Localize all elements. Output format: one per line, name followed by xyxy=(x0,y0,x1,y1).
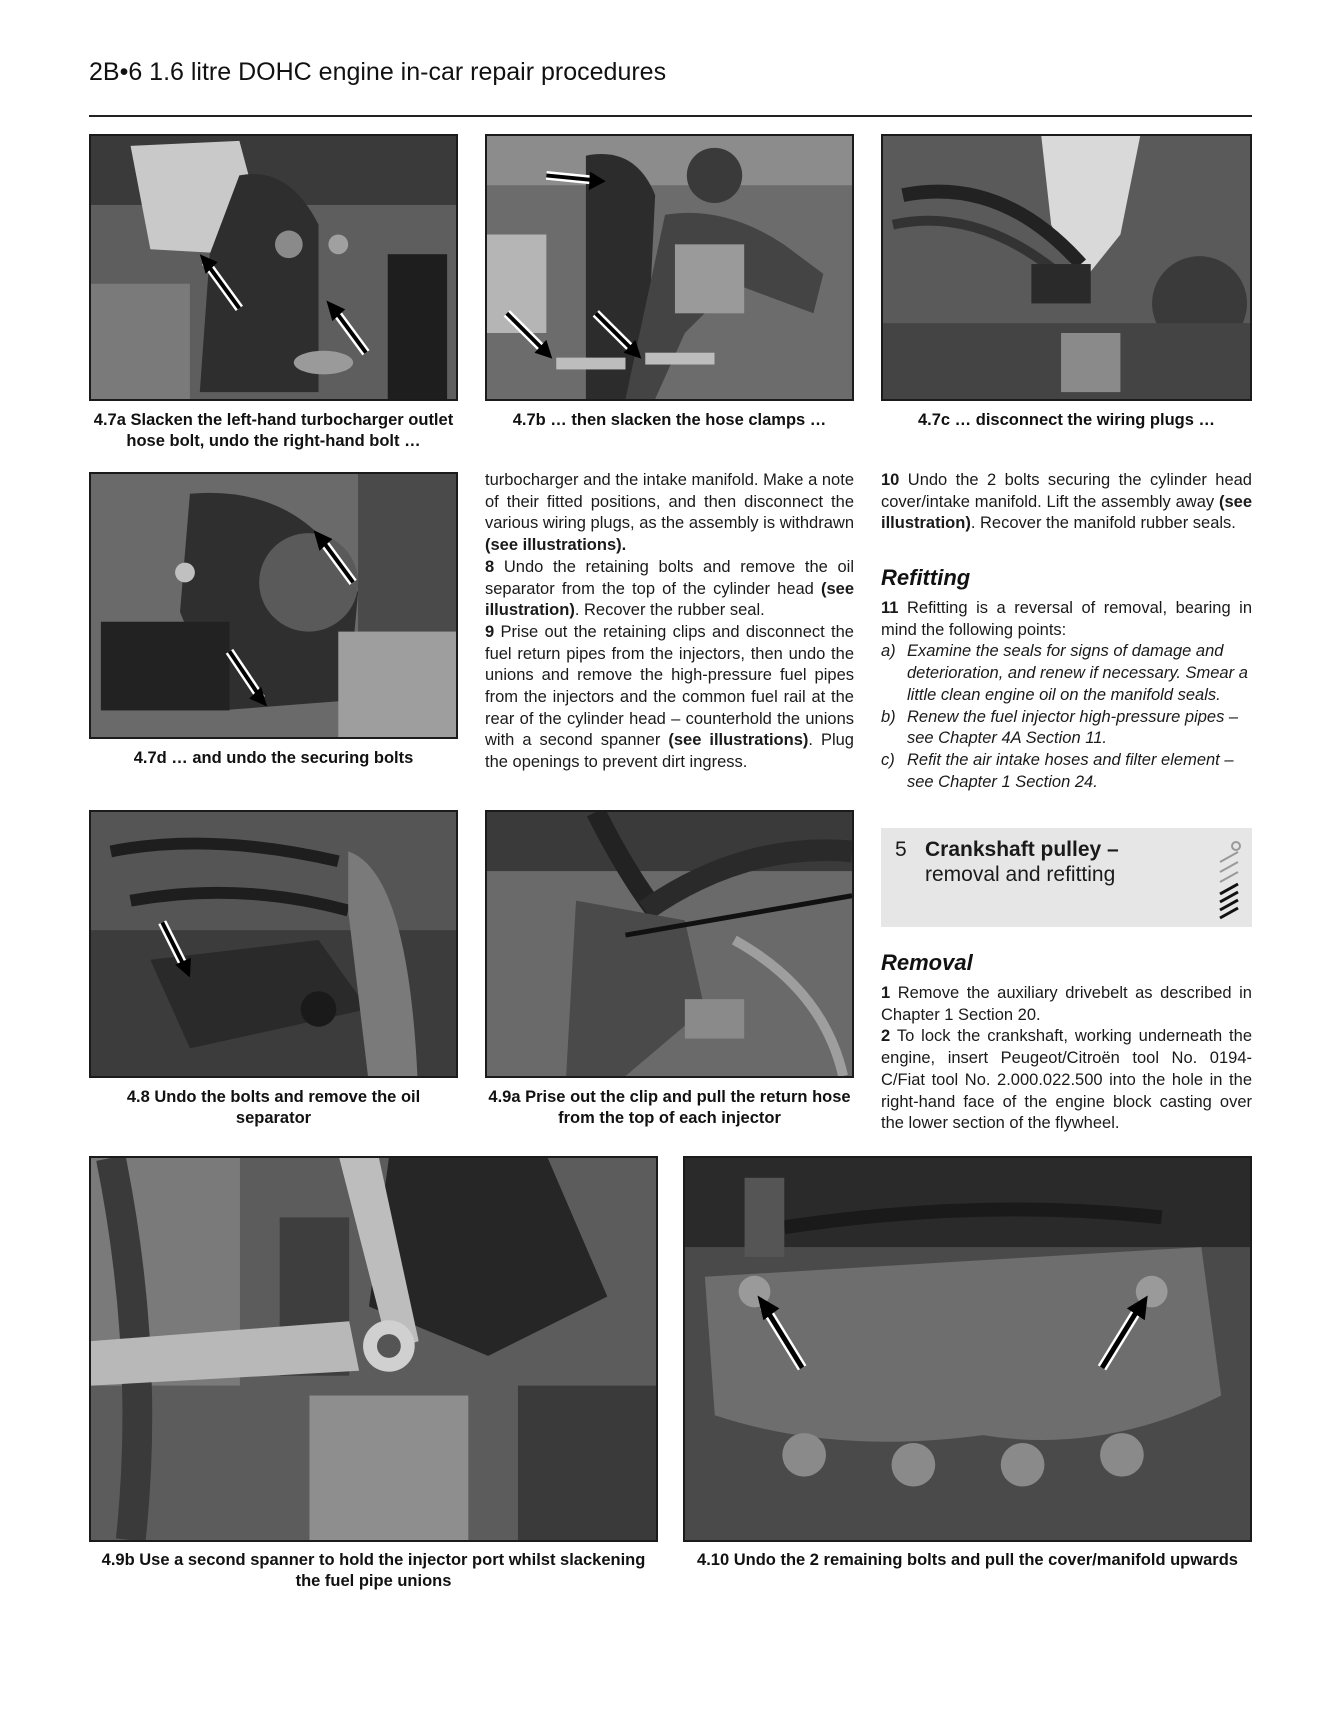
page-header: 2B•6 1.6 litre DOHC engine in-car repair procedures xyxy=(89,58,667,86)
section-number: 5 xyxy=(895,838,907,861)
right-text-column-upper xyxy=(881,470,1252,535)
list-item: a) Examine the seals for signs of damage and deterioration, and renew if necessary. Smear a little clean engine oil on the manifold seals. xyxy=(881,642,1248,704)
paragraph-2: 2 To lock the crankshaft, working underneath the engine, insert Peugeot/Citroën tool No. 0194-C/Fiat tool No. 2.000.022.500 into the hole in the right-hand face of the engine block casting over the lower section of the flywheel. xyxy=(881,1027,1252,1133)
refitting-heading: Refitting xyxy=(881,565,971,590)
difficulty-spanners-icon xyxy=(1216,836,1242,920)
caption-4-7c: 4.7c … disconnect the wiring plugs … xyxy=(917,411,1216,429)
middle-text-column xyxy=(485,470,854,774)
refitting-text xyxy=(881,598,1252,793)
photo-4-8 xyxy=(89,810,458,1078)
section-subtitle: removal and refitting xyxy=(925,863,1116,886)
caption-4-9a: 4.9a Prise out the clip and pull the return hose from the top of each injector xyxy=(488,1088,851,1127)
paragraph-8: 8 Undo the retaining bolts and remove the oil separator from the top of the cylinder head (see illustration). Recover the rubber seal. xyxy=(485,557,854,620)
section-header-box xyxy=(881,828,1252,927)
list-item: b) Renew the fuel injector high-pressure pipes – see Chapter 4A Section 11. xyxy=(881,707,1239,748)
paragraph-9: 9 Prise out the retaining clips and disconnect the fuel return pipes from the injectors, then undo the unions and remove the high-pressure fuel pipes from the injectors and the common fuel rail at the rear of the cylinder head – counterhold the unions with a second spanner (see illustrations). Plug the openings to prevent dirt ingress. xyxy=(485,622,854,772)
paragraph-11: 11 Refitting is a reversal of removal, bearing in mind the following points: xyxy=(881,599,1252,639)
caption-4-7d: 4.7d … and undo the securing bolts xyxy=(133,749,414,767)
photo-4-10 xyxy=(683,1156,1252,1542)
caption-4-7b: 4.7b … then slacken the hose clamps … xyxy=(512,411,827,429)
photo-4-9a xyxy=(485,810,854,1078)
photo-4-7a xyxy=(89,134,458,401)
caption-4-10: 4.10 Undo the 2 remaining bolts and pull the cover/manifold upwards xyxy=(697,1551,1238,1569)
photo-4-9b xyxy=(89,1156,658,1542)
paragraph-1: 1 Remove the auxiliary drivebelt as described in Chapter 1 Section 20. xyxy=(881,984,1252,1024)
section-title: Crankshaft pulley – xyxy=(925,838,1119,861)
paragraph-10: 10 Undo the 2 bolts securing the cylinder head cover/intake manifold. Lift the assembly away (see illustration). Recover the manifold rubber seals. xyxy=(881,471,1252,533)
photo-4-7c xyxy=(881,134,1252,401)
caption-4-8: 4.8 Undo the bolts and remove the oil separator xyxy=(126,1088,421,1127)
paragraph-continued: turbocharger and the intake manifold. Make a note of their fitted positions, and then disconnect the various wiring plugs, as the assembly is withdrawn (see illustrations). xyxy=(485,471,854,555)
list-item: c) Refit the air intake hoses and filter element – see Chapter 1 Section 24. xyxy=(881,750,1234,791)
caption-4-7a: 4.7a Slacken the left-hand turbocharger outlet hose bolt, undo the right-hand bolt … xyxy=(93,411,454,450)
caption-4-9b: 4.9b Use a second spanner to hold the injector port whilst slackening the fuel pipe unions xyxy=(101,1551,646,1590)
photo-4-7b xyxy=(485,134,854,401)
removal-text xyxy=(881,983,1252,1135)
header-rule xyxy=(89,115,1252,117)
photo-4-7d xyxy=(89,472,458,739)
removal-heading: Removal xyxy=(881,950,973,975)
